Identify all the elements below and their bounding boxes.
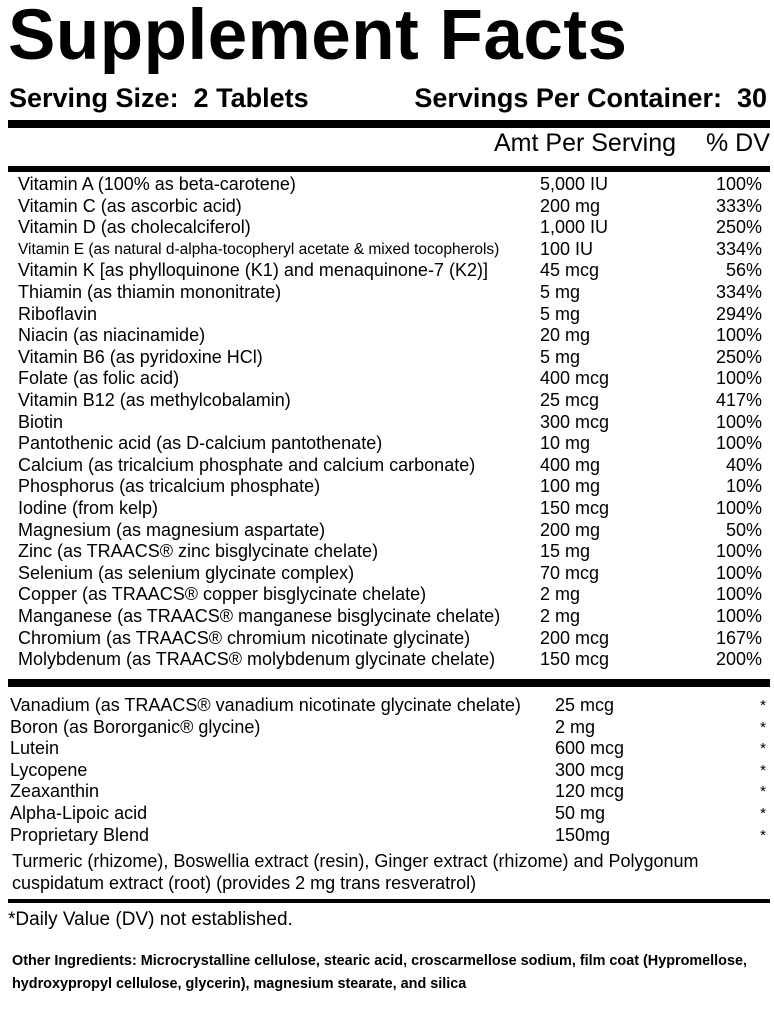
section-divider xyxy=(8,679,770,687)
nutrient-row xyxy=(18,390,766,412)
nutrient-amount: 20 mg xyxy=(540,325,591,346)
other-ingredient-name: Zeaxanthin xyxy=(10,781,100,802)
nutrient-name: Vitamin A (100% as beta-carotene) xyxy=(18,174,296,194)
nutrient-dv: 100% xyxy=(715,606,762,626)
nutrient-dv: 100% xyxy=(715,433,762,454)
nutrient-name: Calcium (as tricalcium phosphate and calcium carbonate) xyxy=(18,454,476,475)
dv-header: % DV xyxy=(706,129,770,157)
nutrient-dv: 100% xyxy=(715,562,762,583)
nutrient-name: Biotin xyxy=(18,411,64,432)
other-ingredient-name: Alpha-Lipoic acid xyxy=(10,803,148,823)
nutrient-name: Vitamin K [as phylloquinone (K1) and menaquinone-7 (K2)] xyxy=(18,260,488,281)
nutrient-dv: 294% xyxy=(715,303,762,324)
nutrient-row xyxy=(18,433,766,455)
nutrient-name: Magnesium (as magnesium aspartate) xyxy=(18,519,326,540)
nutrient-dv: 40% xyxy=(725,454,762,475)
nutrient-dv: 167% xyxy=(715,627,762,648)
nutrient-name: Niacin (as niacinamide) xyxy=(18,325,206,346)
other-ingredient-row xyxy=(10,738,766,760)
other-ingredient-amount: 2 mg xyxy=(555,716,596,737)
nutrient-dv: 10% xyxy=(725,476,762,497)
other-ingredient-dv: * xyxy=(760,805,766,822)
other-ingredient-row xyxy=(10,717,766,739)
nutrient-name: Manganese (as TRAACS® manganese bisglycinate chelate) xyxy=(18,606,501,626)
nutrient-row xyxy=(18,476,766,498)
nutrient-name: Vitamin B12 (as methylcobalamin) xyxy=(18,390,291,410)
nutrient-name: Vitamin E (as natural d-alpha-tocopheryl acetate & mixed tocopherols) xyxy=(18,240,500,258)
other-ingredient-dv: * xyxy=(760,718,766,736)
nutrient-name: Thiamin (as thiamin mononitrate) xyxy=(18,282,282,302)
nutrient-name: Vitamin D (as cholecalciferol) xyxy=(18,217,251,238)
nutrient-amount: 70 mcg xyxy=(540,562,600,583)
nutrient-row xyxy=(18,498,766,520)
nutrient-amount: 100 IU xyxy=(540,238,594,259)
nutrient-row xyxy=(18,174,766,196)
nutrient-name: Copper (as TRAACS® copper bisglycinate chelate) xyxy=(18,584,427,605)
nutrient-amount: 400 mcg xyxy=(540,368,610,389)
nutrient-name: Selenium (as selenium glycinate complex) xyxy=(18,562,355,583)
nutrient-amount: 5 mg xyxy=(540,282,581,302)
servings-per-container: Servings Per Container: 30 xyxy=(414,83,767,113)
nutrient-dv: 100% xyxy=(715,325,762,346)
other-ingredient-row xyxy=(10,760,766,782)
nutrient-dv: 250% xyxy=(715,217,762,238)
nutrient-row xyxy=(18,455,766,477)
nutrient-row xyxy=(18,584,766,606)
nutrient-name: Folate (as folic acid) xyxy=(18,368,180,389)
footer-divider xyxy=(8,899,770,903)
nutrient-row xyxy=(18,412,766,434)
nutrient-row xyxy=(18,282,766,304)
nutrient-dv: 250% xyxy=(715,346,762,367)
other-ingredient-dv: * xyxy=(760,826,766,844)
nutrient-amount: 100 mg xyxy=(540,476,601,497)
thick-divider xyxy=(8,120,770,128)
other-ingredient-amount: 150mg xyxy=(555,824,611,845)
header-divider xyxy=(8,166,770,172)
serving-size: Serving Size: 2 Tablets xyxy=(9,83,309,113)
other-ingredient-amount: 25 mcg xyxy=(555,695,615,715)
nutrient-dv: 334% xyxy=(715,238,762,259)
nutrient-row xyxy=(18,541,766,563)
other-ingredient-name: Lycopene xyxy=(10,759,88,780)
nutrient-dv: 100% xyxy=(715,174,762,194)
other-ingredient-dv: * xyxy=(760,761,766,779)
nutrient-dv: 100% xyxy=(715,411,762,432)
other-ingredient-dv: * xyxy=(760,783,766,801)
nutrient-amount: 400 mg xyxy=(540,454,601,475)
nutrient-row xyxy=(18,325,766,347)
nutrient-amount: 200 mg xyxy=(540,519,601,540)
nutrient-row xyxy=(18,520,766,542)
nutrient-row xyxy=(18,239,766,261)
other-ingredient-name: Vanadium (as TRAACS® vanadium nicotinate glycinate chelate) xyxy=(10,695,521,715)
nutrient-amount: 200 mg xyxy=(540,195,601,216)
nutrient-dv: 50% xyxy=(725,519,762,540)
nutrient-name: Vitamin B6 (as pyridoxine HCl) xyxy=(18,346,263,367)
nutrient-amount: 300 mcg xyxy=(540,411,610,432)
nutrient-name: Chromium (as TRAACS® chromium nicotinate glycinate) xyxy=(18,627,471,648)
nutrient-dv: 200% xyxy=(715,649,762,670)
nutrient-dv: 56% xyxy=(725,260,762,281)
nutrient-amount: 150 mcg xyxy=(540,649,610,670)
other-ingredient-amount: 300 mcg xyxy=(555,759,625,780)
nutrient-amount: 1,000 IU xyxy=(540,217,609,238)
panel-title: Supplement Facts xyxy=(8,0,628,75)
nutrient-amount: 5 mg xyxy=(540,303,581,324)
other-ingredient-name: Proprietary Blend xyxy=(10,824,150,845)
nutrient-dv: 100% xyxy=(715,541,762,562)
other-ingredient-name: Lutein xyxy=(10,738,60,759)
serving-info xyxy=(9,80,769,120)
nutrient-amount: 5 mg xyxy=(540,346,581,367)
nutrient-amount: 2 mg xyxy=(540,584,581,605)
other-ingredient-amount: 600 mcg xyxy=(555,738,625,759)
nutrient-dv: 333% xyxy=(715,195,762,216)
other-ingredients: Other Ingredients: Microcrystalline cellulose, stearic acid, croscarmellose sodium, film coat (Hypromellose, hydroxypropyl cellulose, glycerin), magnesium stearate, and silica xyxy=(12,953,747,992)
other-ingredient-amount: 50 mg xyxy=(555,803,606,823)
nutrient-row xyxy=(18,606,766,628)
nutrient-dv: 100% xyxy=(715,498,762,518)
nutrient-name: Zinc (as TRAACS® zinc bisglycinate chelate) xyxy=(18,541,379,562)
dv-footnote: *Daily Value (DV) not established. xyxy=(8,909,293,930)
other-ingredient-row xyxy=(10,695,766,717)
nutrient-dv: 100% xyxy=(715,584,762,605)
nutrient-row xyxy=(18,347,766,369)
nutrient-dv: 100% xyxy=(715,368,762,389)
nutrient-amount: 5,000 IU xyxy=(540,174,609,194)
nutrient-row xyxy=(18,563,766,585)
nutrient-name: Vitamin C (as ascorbic acid) xyxy=(18,195,242,216)
nutrient-row xyxy=(18,304,766,326)
nutrient-row xyxy=(18,368,766,390)
nutrient-amount: 150 mcg xyxy=(540,498,610,518)
other-ingredient-name: Boron (as Bororganic® glycine) xyxy=(10,716,261,737)
other-ingredient-row xyxy=(10,825,766,847)
nutrient-dv: 334% xyxy=(715,282,762,302)
nutrient-row xyxy=(18,649,766,671)
nutrient-row xyxy=(18,628,766,650)
nutrient-name: Iodine (from kelp) xyxy=(18,498,159,518)
nutrient-row xyxy=(18,196,766,218)
nutrient-amount: 200 mcg xyxy=(540,627,610,648)
nutrient-amount: 10 mg xyxy=(540,433,591,454)
amount-header: Amt Per Serving xyxy=(494,129,677,157)
nutrient-row xyxy=(18,260,766,282)
nutrient-amount: 2 mg xyxy=(540,606,581,626)
other-ingredient-dv: * xyxy=(760,740,766,758)
other-ingredient-amount: 120 mcg xyxy=(555,781,625,802)
other-ingredient-row xyxy=(10,781,766,803)
nutrient-amount: 25 mcg xyxy=(540,390,600,410)
nutrient-amount: 45 mcg xyxy=(540,260,600,281)
nutrient-amount: 15 mg xyxy=(540,541,591,562)
nutrient-dv: 417% xyxy=(715,390,762,410)
nutrient-name: Pantothenic acid (as D-calcium pantothenate) xyxy=(18,433,383,454)
other-ingredient-row xyxy=(10,803,766,825)
nutrient-name: Phosphorus (as tricalcium phosphate) xyxy=(18,476,321,497)
nutrient-row xyxy=(18,217,766,239)
proprietary-blend-text: Turmeric (rhizome), Boswellia extract (resin), Ginger extract (rhizome) and Polygonum cuspidatum extract (root) (provides 2 mg trans resveratrol) xyxy=(12,851,699,893)
nutrient-name: Riboflavin xyxy=(18,303,98,324)
nutrient-name: Molybdenum (as TRAACS® molybdenum glycinate chelate) xyxy=(18,649,496,670)
other-ingredient-dv: * xyxy=(760,697,766,714)
